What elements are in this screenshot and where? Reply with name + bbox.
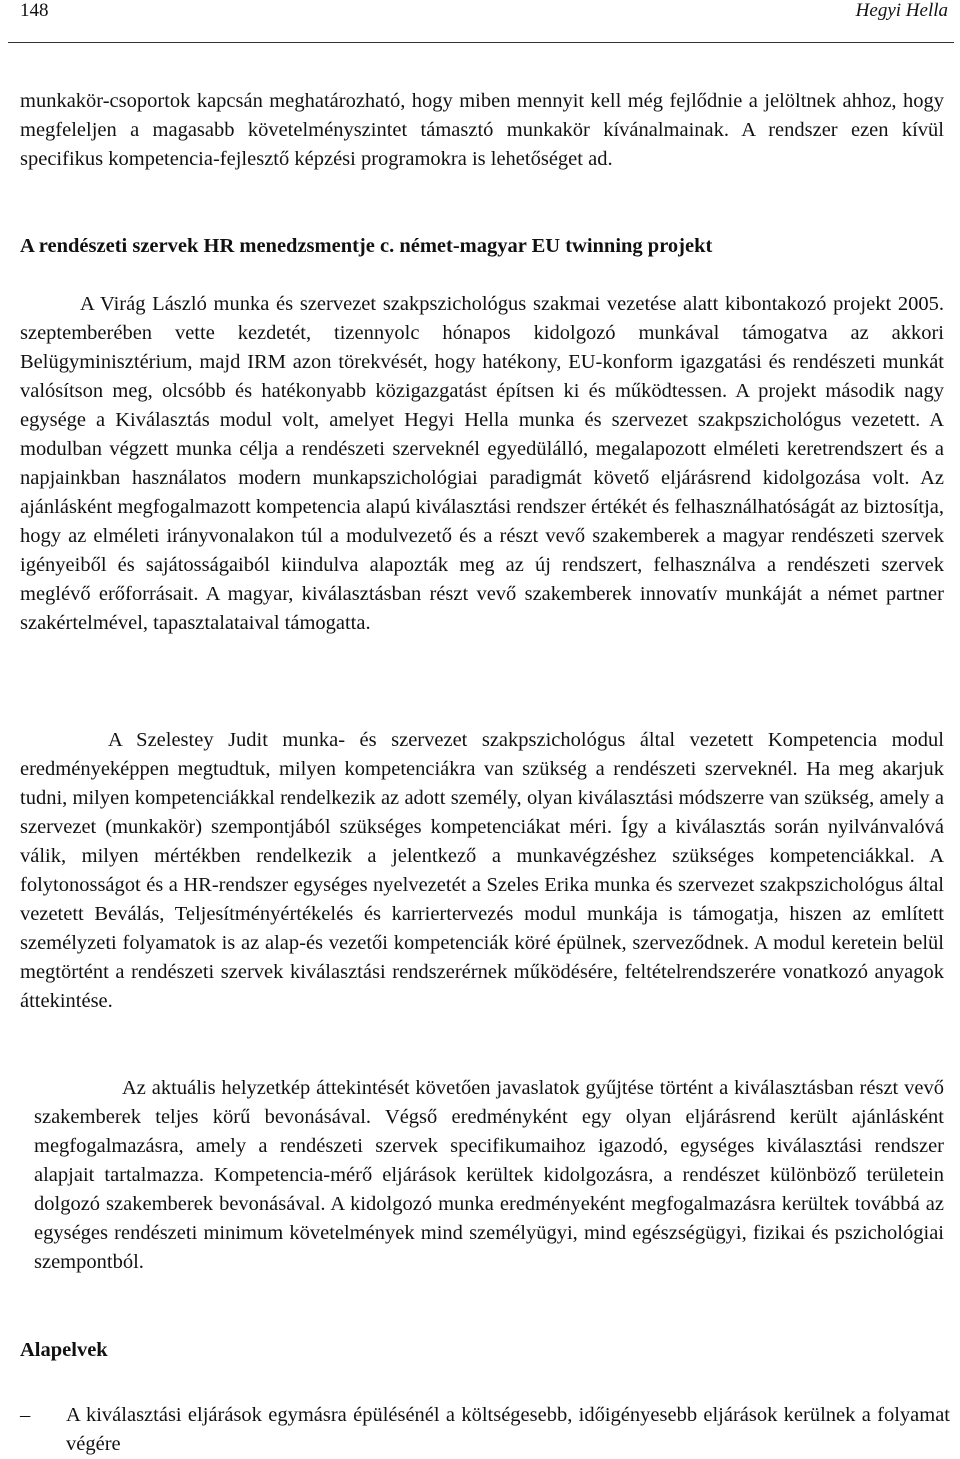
paragraph-competence-module: A Szelestey Judit munka- és szervezet szakpszichológus által vezetett Kompetencia modul eredményeképpen megtudtuk, milyen kompetenciákra van szükség a rendészeti szerveknél. Ha meg akarjuk tudni, milyen kompetenciákkal rendelkezik az adott személy, olyan kiválasztási módszerre van szükség, amely a szervezet (munkakör) szempontjából szükséges kompetenciákat méri. Így a kiválasztás során nyilvánvalóvá válik, milyen mértékben rendelkezik a jelentkező a munkavégzéshez szükséges kompetenciákkal. A folytonosságot és a HR-rendszer egységes nyelvezetét a Szeles Erika munka és szervezet szakpszichológus által vezetett Beválás, Teljesítményértékelés és karriertervezés modul munkája is támogatja, hiszen az említett személyzeti folyamatok is az alap-és vezetői kompetenciák köré épülnek, szerveződnek. A modul keretein belül megtörtént a rendészeti szervek kiválasztási rendszerérnek működésére, feltételrendszerére vonatkozó anyagok áttekintése.	[20, 729, 944, 1012]
running-author: Hegyi Hella	[855, 0, 948, 21]
bullet-text: A kiválasztási eljárások egymásra épülésénél a költségesebb, időigényesebb eljárások kerülnek a folyamat végére	[66, 1404, 950, 1455]
header-rule	[8, 42, 954, 43]
section-heading-twinning: A rendészeti szervek HR menedzsmentje c. német-magyar EU twinning projekt	[20, 235, 713, 257]
page-number: 148	[20, 0, 49, 21]
paragraph-overview: Az aktuális helyzetkép áttekintését követően javaslatok gyűjtése történt a kiválasztásban részt vevő szakemberek teljes körű bevonásával. Végső eredményként egy olyan eljárásrend került ajánlásként megfogalmazásra, amely a rendészeti szervek specifikumaihoz igazodó, egységes kiválasztási rendszer alapjait tartalmazza. Kompetencia-mérő eljárások kerültek kidolgozásra, a rendészet különböző területein dolgozó szakemberek bevonásával. A kidolgozó munka eredményeként megfogalmazásra kerültek továbbá az egységes rendészeti minimum követelmények mind személyügyi, mind egészségügyi, fizikai és pszichológiai szempontból.	[34, 1077, 944, 1273]
paragraph-twinning-project: A Virág László munka és szervezet szakpszichológus szakmai vezetése alatt kibontakozó projekt 2005. szeptemberében vette kezdetét, tizennyolc hónapos kidolgozó munkával támogatva az akkori Belügyminisztérium, majd IRM azon törekvését, hogy hatékony, EU-konform igazgatási és rendészeti munkát valósítson meg, olcsóbb és hatékonyabb közigazgatást építsen ki és működtessen. A projekt második nagy egysége a Kiválasztás modul volt, amelyet Hegyi Hella munka és szervezet szakpszichológus vezetett. A modulban végzett munka célja a rendészeti szerveknél egyedülálló, megalapozott elméleti keretrendszert és a napjainkban használatos modern munkapszichológiai paradigmát követő eljárásrend kidolgozása volt. Az ajánlásként megfogalmazott kompetencia alapú kiválasztási rendszer értékét és felhasználhatóságát az biztosítja, hogy az elméleti irányvonalakon túl a modulvezető és a részt vevő szakemberek a magyar rendészeti szervek igényeiből és sajátosságaiból kiindulva alapozták meg az új rendszert, felhasználva a rendészeti szervek meglévő erőforrásait. A magyar, kiválasztásban részt vevő szakemberek innovatív munkáját a német partner szakértelmével, tapasztalataival támogatta.	[20, 293, 944, 634]
section-heading-principles: Alapelvek	[20, 1339, 108, 1361]
running-header	[0, 0, 960, 44]
bullet-dash: –	[20, 1404, 31, 1426]
intro-paragraph: munkakör-csoportok kapcsán meghatározható, hogy miben mennyit kell még fejlődnie a jelöltnek ahhoz, hogy megfeleljen a magasabb követelményszintet támasztó munkakör kívánalmainak. A rendszer ezen kívül specifikus kompetencia-fejlesztő képzési programokra is lehetőséget ad.	[20, 90, 944, 170]
